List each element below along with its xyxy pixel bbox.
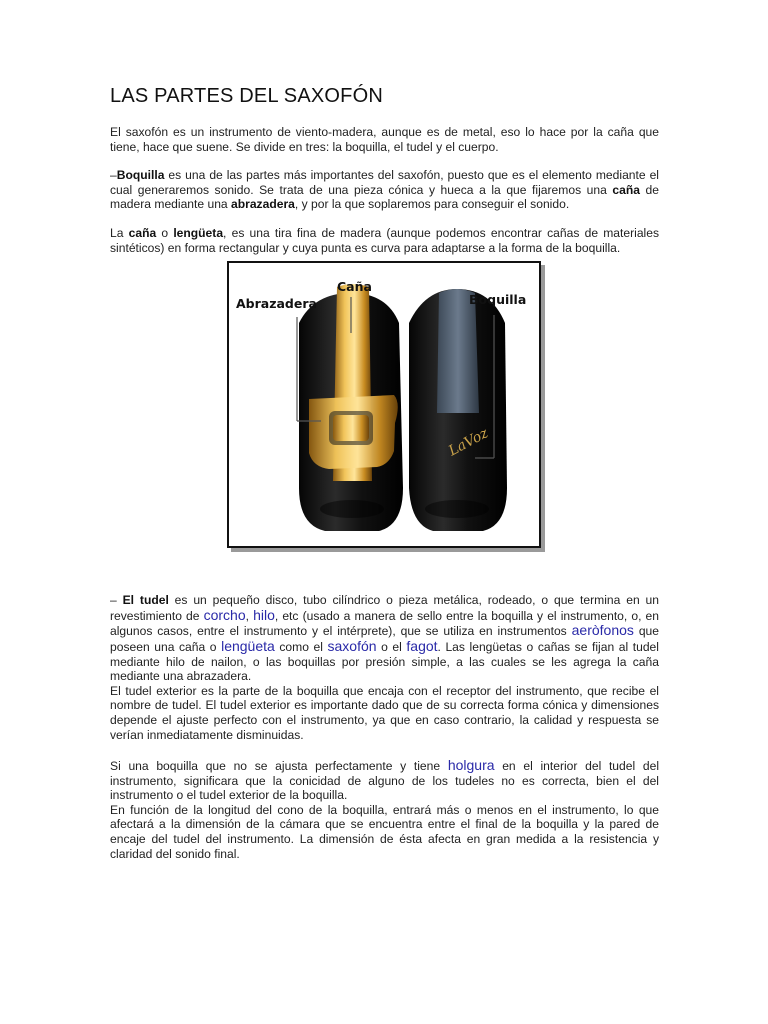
text: de madera mediante una [110,182,660,212]
cana-paragraph [110,226,659,255]
figure-container [110,261,659,571]
text: en el interior del tudel del instrumento, significara que la conicidad de alguno de los tudeles no es correcta, bien el del instrumento o el tudel exterior de la boquilla. [110,759,660,803]
term-tudel: El tudel [122,593,169,608]
mouthpiece-figure [227,261,541,548]
text: , es una tira fina de madera (aunque podemos encontrar cañas de materiales sintéticos) en forma rectangular y cuya punta es curva para adaptarse a la forma de la boquilla. [110,225,660,255]
text: , [245,608,254,623]
label-boquilla: Boquilla [469,292,527,308]
reed-dark [437,289,479,413]
tudel-exterior-paragraph: El tudel exterior es la parte de la boquilla que encaja con el receptor del instrumento, que recibe el nombre de tudel. El tudel exterior es importante dado que de su correcta forma cónica y dimensiones depende el ajuste perfecto con el instrumento, ya que en caso contrario, la calidad y respuesta se verían inmediatamente disminuidas. [110,683,659,742]
funcion-paragraph: En función de la longitud del cono de la boquilla, entrará más o menos en el instrumento, lo que afectará a la dimensión de la cámara que se encuentra entre el final de la boquilla y la pared de encaje del tudel del instrumento. La dimensión de ésta afecta en gran medida a la resistencia y claridad del sonido final. [110,802,659,861]
term-boquilla: Boquilla [116,168,165,183]
link-saxofon[interactable]: saxofón [327,637,377,654]
text: o el [376,639,407,654]
intro-paragraph: El saxofón es un instrumento de viento-madera, aunque es de metal, eso lo hace por la caña que tiene, hace que suene. Se divide en tres: la boquilla, el tudel y el cuerpo. [110,125,659,154]
text: , y por la que soplaremos para conseguir el sonido. [294,197,570,212]
text: como el [274,639,328,654]
term-lengueta: lengüeta [173,225,224,240]
text: . Las lengüetas o cañas se fijan al tudel mediante hilo de nailon, o las boquillas por presión simple, a las cuales se les agrega la caña mediante una abrazadera. [110,639,659,684]
brand-text: LaVoz [446,425,491,460]
text: Si una boquilla que no se ajusta perfectamente y tiene [110,759,448,774]
holgura-paragraph [110,758,659,803]
link-aerofonos[interactable]: aeròfonos [571,622,634,639]
page-title: LAS PARTES DEL SAXOFÓN [110,85,384,107]
text: La [110,225,129,240]
link-fagot[interactable]: fagot [406,637,438,654]
text: es una de las partes más importantes del saxofón, puesto que es el elemento mediante el cual generaremos sonido. Se trata de una pieza cónica y hueca a la que fijaremos una [110,168,659,197]
text: , etc (usado a manera de sello entre la boquilla y el instrumento, o, en algunos casos, entre el instrumento y el intérprete), que se utiliza en instrumentos [110,608,659,639]
term-abrazadera: abrazadera [231,197,295,212]
tudel-paragraph [110,593,659,684]
term-cana: caña [128,225,157,240]
link-holgura[interactable]: holgura [447,757,495,774]
document-body [110,84,659,861]
text: o [156,225,174,240]
dash: – [110,168,117,183]
term-cana: caña [612,182,640,197]
boquilla-paragraph [110,168,659,212]
link-corcho[interactable]: corcho [203,606,246,623]
text: – [110,593,123,608]
text: es un pequeño disco, tubo cilíndrico o pieza metálica, rodeado, o que termina en un revestimiento de [110,593,659,623]
label-cana: Caña [337,279,372,295]
text: que poseen una caña o [110,624,659,654]
link-lengueta[interactable]: lengüeta [221,637,275,654]
link-hilo[interactable]: hilo [253,606,275,623]
label-abrazadera: Abrazadera [236,296,317,312]
